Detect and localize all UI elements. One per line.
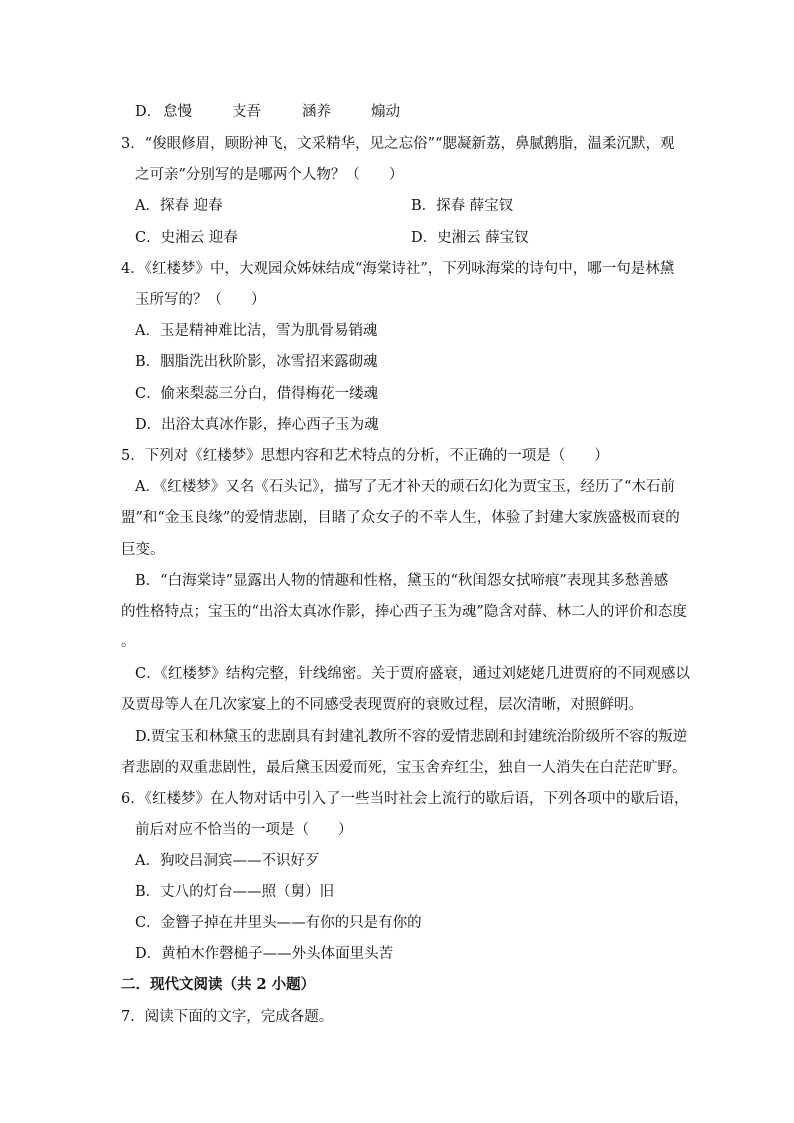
- q6-stem-line1: 6．《红楼梦》在人物对话中引入了一些当时社会上流行的歇后语，下列各项中的歇后语，: [121, 791, 689, 807]
- q6-stem-line2: 前后对应不恰当的一项是（ ）: [135, 822, 353, 838]
- q5-option-b-line2: 的性格特点；宝玉的“出浴太真冰作影，捧心西子玉为魂”隐含对薛、林二人的评价和态度: [121, 604, 687, 620]
- q5-option-a-line3: 巨变。: [121, 542, 165, 558]
- q3-option-c: C．史湘云 迎春: [135, 230, 238, 246]
- q6-option-d: D．黄柏木作磬槌子——外头体面里头苦: [135, 946, 394, 962]
- q3-option-d: D．史湘云 薛宝钗: [411, 230, 529, 246]
- q5-option-c-line2: 及贾母等人在几次家宴上的不同感受表现贾府的衰败过程，层次清晰，对照鲜明。: [121, 697, 643, 713]
- q2-option-d-word-4: 煽动: [371, 104, 400, 120]
- q5-stem: 5．下列对《红楼梦》思想内容和艺术特点的分析，不正确的一项是（ ）: [121, 448, 609, 464]
- q2-option-d: [0, 102, 794, 122]
- q6-option-c: C．金簪子掉在井里头——有你的只是有你的: [135, 915, 422, 931]
- q3-option-b: B．探春 薛宝钗: [411, 198, 514, 214]
- q2-option-d-label: D．: [135, 104, 162, 120]
- q5-option-d-line2: 者悲剧的双重悲剧性，最后黛玉因爱而死，宝玉舍弃红尘，独自一人消失在白茫茫旷野。: [121, 760, 687, 776]
- q4-option-a: A．玉是精神难比洁，雪为肌骨易销魂: [135, 323, 378, 339]
- q7-stem: 7．阅读下面的文字，完成各题。: [121, 1009, 334, 1025]
- q2-option-d-word-2: 支吾: [232, 104, 261, 120]
- q2-option-d-word-1: 怠慢: [163, 104, 192, 120]
- q5-option-a-line1: A．《红楼梦》又名《石头记》，描写了无才补天的顽石幻化为贾宝玉，经历了“木石前: [135, 479, 675, 495]
- q4-option-b: B．胭脂洗出秋阶影，冰雪招来露砌魂: [135, 354, 378, 370]
- q6-option-b: B．丈八的灯台——照（舅）旧: [135, 884, 335, 900]
- q3-stem-line2: 之可亲”分别写的是哪两个人物？（ ）: [135, 167, 404, 183]
- q4-option-d: D．出浴太真冰作影，捧心西子玉为魂: [135, 417, 379, 433]
- section-2-heading: 二．现代文阅读（共 2 小题）: [121, 976, 316, 993]
- q3-stem-line1: 3．“俊眼修眉，顾盼神飞，文采精华，见之忘俗”“腮凝新荔，鼻腻鹅脂，温柔沉默，观: [121, 136, 675, 152]
- q4-stem-line1: 4．《红楼梦》中，大观园众姊妹结成“海棠诗社”，下列咏海棠的诗句中，哪一句是林黛: [121, 261, 675, 277]
- q6-option-a: A．狗咬吕洞宾——不识好歹: [135, 853, 320, 869]
- q5-option-b-line3: 。: [121, 634, 136, 650]
- q5-option-a-line2: 盟”和“金玉良缘”的爱情悲剧，目睹了众女子的不幸人生，体验了封建大家族盛极而衰的: [121, 510, 680, 526]
- q4-option-c: C．偷来梨蕊三分白，借得梅花一缕魂: [135, 386, 379, 402]
- q2-option-d-word-3: 涵养: [302, 104, 331, 120]
- q5-option-b-line1: B．“白海棠诗”显露出人物的情趣和性格，黛玉的“秋闺怨女拭啼痕”表现其多愁善感: [135, 573, 669, 589]
- q4-stem-line2: 玉所写的？（ ）: [135, 292, 266, 308]
- q3-option-a: A．探春 迎春: [135, 198, 223, 214]
- q5-option-c-line1: C．《红楼梦》结构完整，针线绵密。关于贾府盛衰，通过刘姥姥几进贾府的不同观感以: [135, 666, 690, 682]
- q5-option-d-line1: D.贾宝玉和林黛玉的悲剧具有封建礼教所不容的爱情悲剧和封建统治阶级所不容的叛逆: [135, 729, 688, 745]
